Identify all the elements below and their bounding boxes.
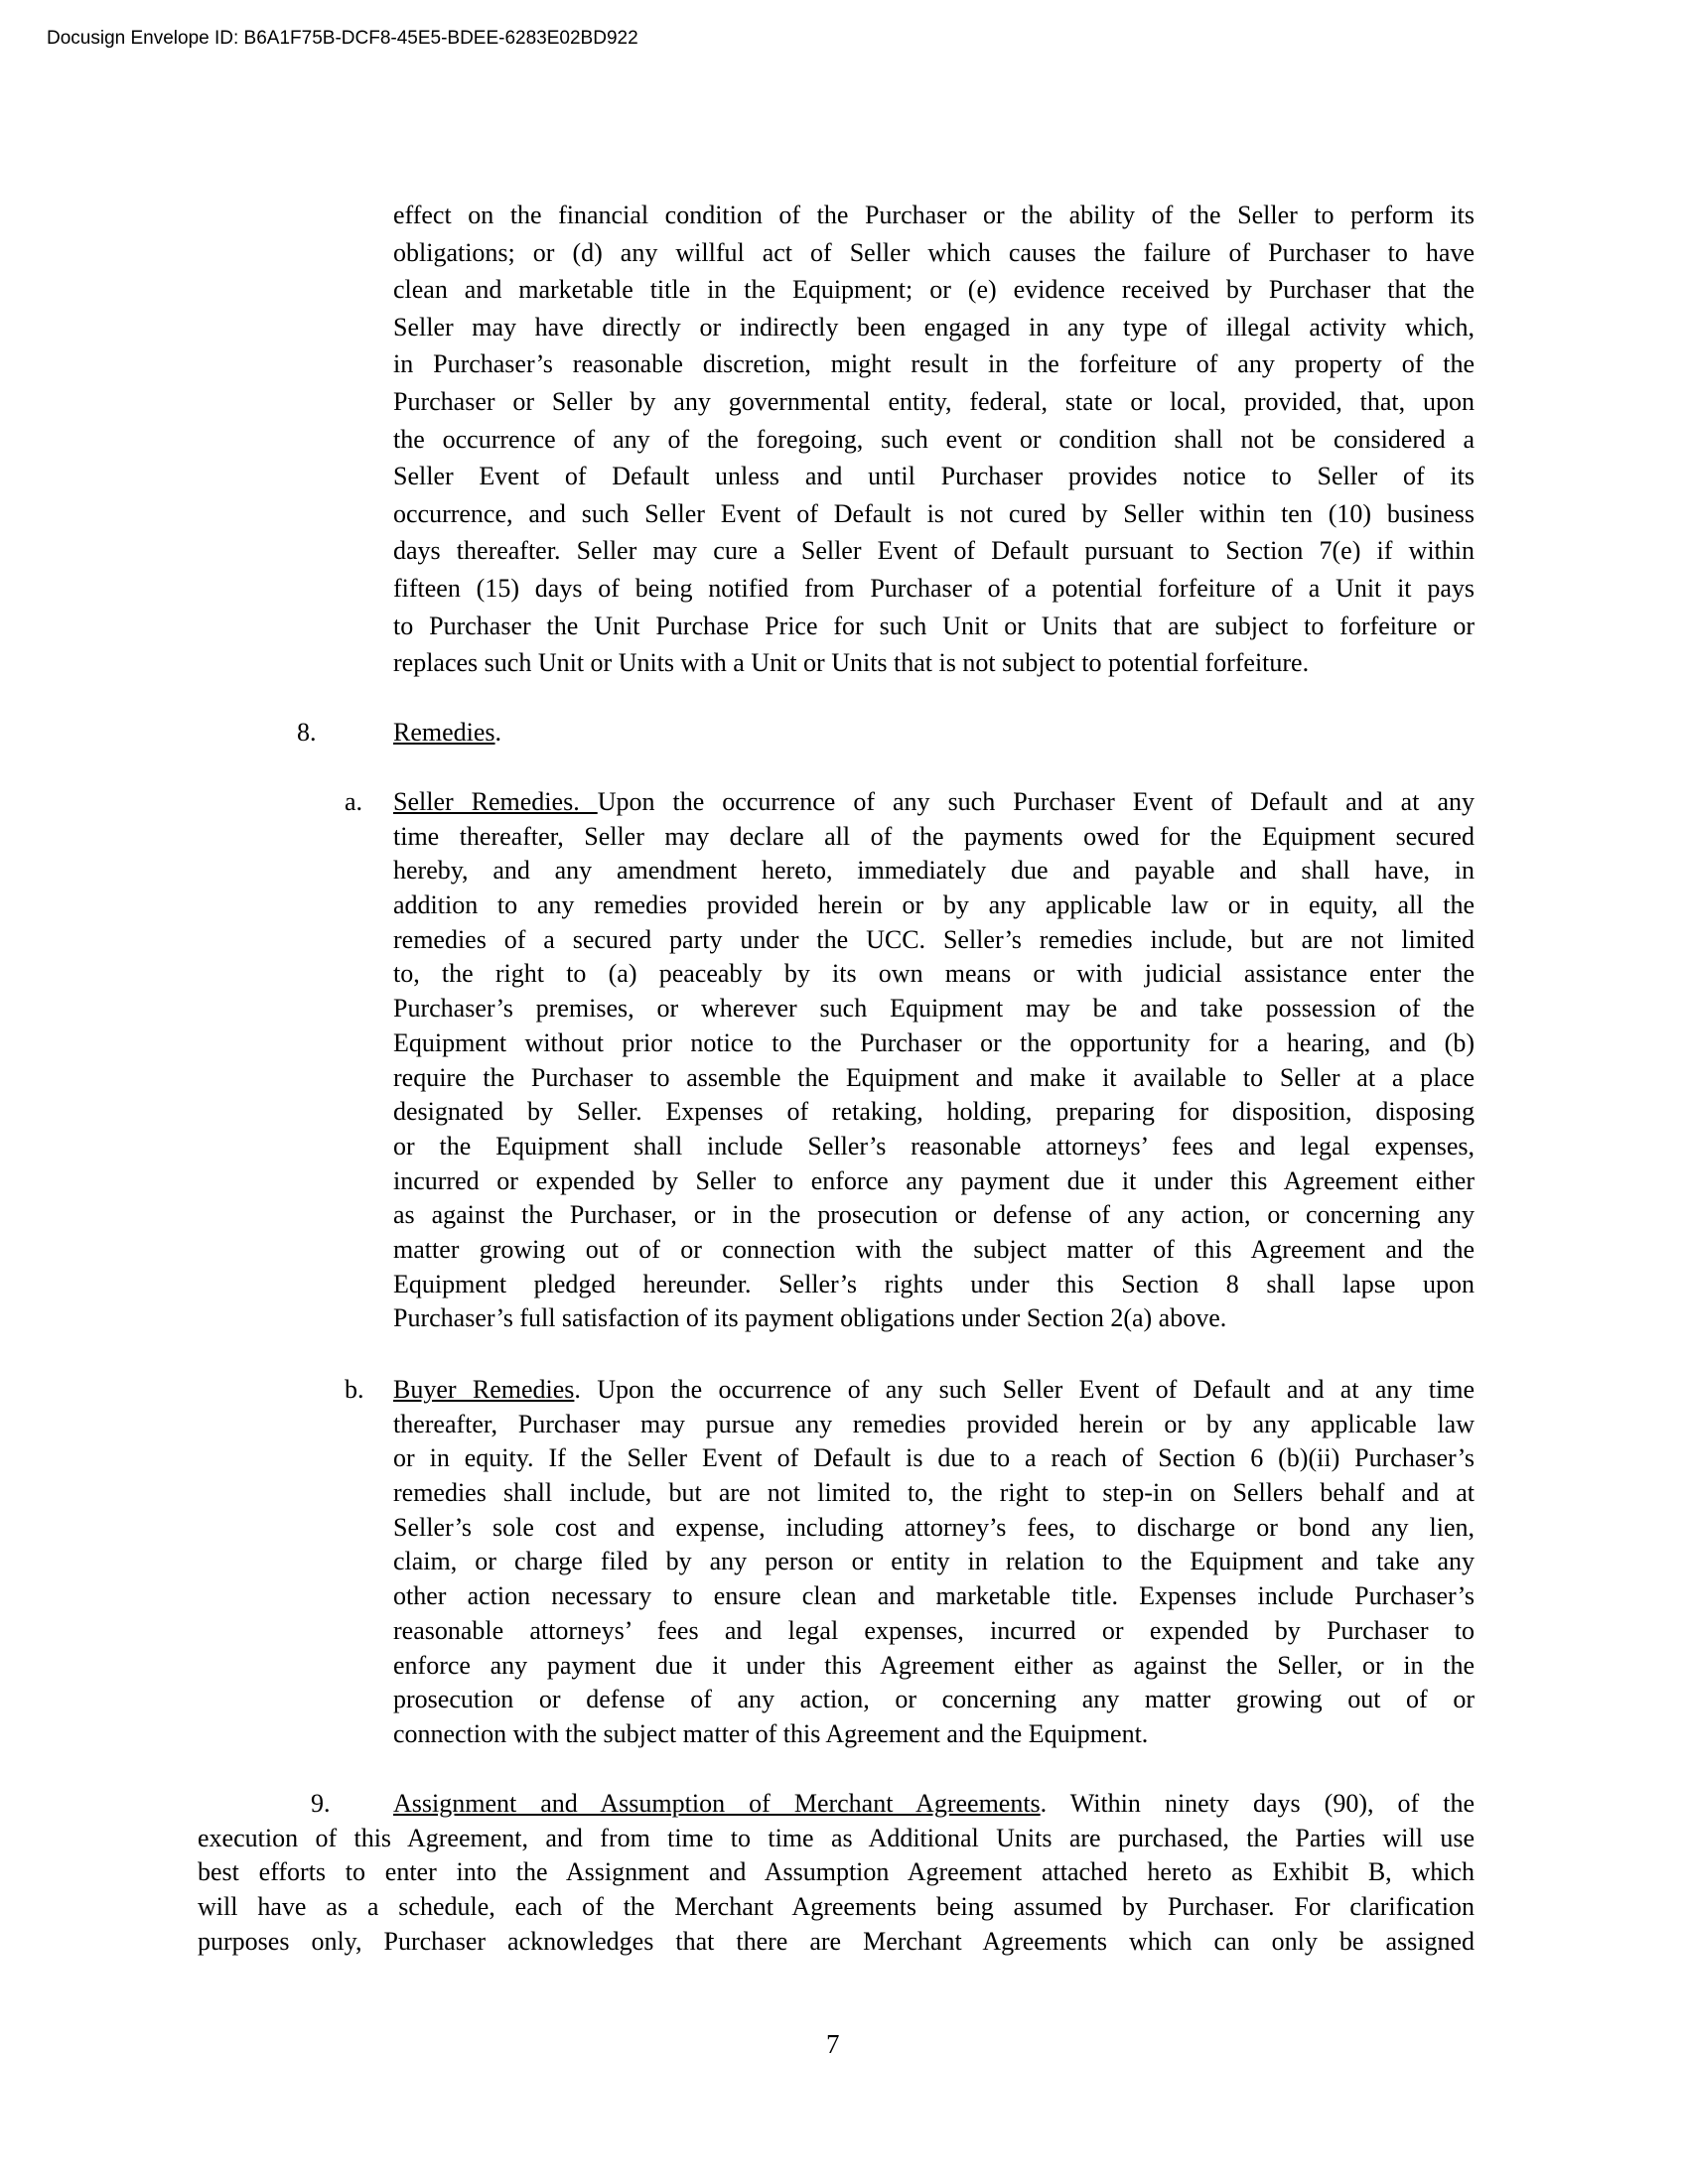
paragraph-line: the occurrence of any of the foregoing, such event or condition shall not be considered a [393, 424, 1475, 454]
buyer-remedies-paragraph [393, 1373, 1475, 1752]
envelope-id-header: Docusign Envelope ID: B6A1F75B-DCF8-45E5-BDEE-6283E02BD922 [47, 28, 638, 49]
paragraph-line: Seller Event of Default unless and until Purchaser provides notice to Seller of its [393, 462, 1475, 491]
paragraph-line: occurrence, and such Seller Event of Default is not cured by Seller within ten (10) business [393, 498, 1475, 528]
paragraph-line: enforce any payment due it under this Agreement either as against the Seller, or in the [393, 1650, 1475, 1680]
paragraph-line: Purchaser’s premises, or wherever such Equipment may be and take possession of the [393, 994, 1475, 1024]
paragraph-line: Equipment pledged hereunder. Seller’s rights under this Section 8 shall lapse upon [393, 1269, 1475, 1298]
section-9-paragraph [198, 1787, 1475, 1959]
subsection-a-label: a. [345, 787, 363, 816]
paragraph-line: days thereafter. Seller may cure a Seller Event of Default pursuant to Section 7(e) if within [393, 536, 1475, 566]
paragraph-line: obligations; or (d) any willful act of Seller which causes the failure of Purchaser to have [393, 237, 1475, 267]
line-text: Upon the occurrence of any such Purchaser Event of Default and at any [597, 787, 1475, 816]
paragraph-line: execution of this Agreement, and from time to time as Additional Units are purchased, the Parties will use [198, 1823, 1475, 1852]
paragraph-line: Purchaser’s full satisfaction of its payment obligations under Section 2(a) above. [393, 1303, 1227, 1333]
paragraph-line: to Purchaser the Unit Purchase Price for such Unit or Units that are subject to forfeiture or [393, 611, 1475, 640]
paragraph-line: matter growing out of or connection with the subject matter of this Agreement and the [393, 1234, 1475, 1264]
paragraph-line: designated by Seller. Expenses of retaking, holding, preparing for disposition, disposing [393, 1097, 1475, 1127]
paragraph-line: Seller’s sole cost and expense, including attorney’s fees, to discharge or bond any lien, [393, 1512, 1475, 1542]
paragraph-line [393, 1373, 1475, 1408]
paragraph-line: remedies shall include, but are not limited to, the right to step-in on Sellers behalf and at [393, 1478, 1475, 1508]
paragraph-line: require the Purchaser to assemble the Equipment and make it available to Seller at a place [393, 1062, 1475, 1092]
paragraph-line: in Purchaser’s reasonable discretion, might result in the forfeiture of any property of the [393, 349, 1475, 379]
seller-remedies-paragraph [393, 785, 1475, 1336]
paragraph-line: reasonable attorneys’ fees and legal expenses, incurred or expended by Purchaser to [393, 1615, 1475, 1645]
paragraph-line: thereafter, Purchaser may pursue any remedies provided herein or by any applicable law [393, 1409, 1475, 1438]
line-text: . Within ninety days (90), of the [1040, 1789, 1475, 1818]
paragraph-line: hereby, and any amendment hereto, immediately due and payable and shall have, in [393, 856, 1475, 886]
paragraph-line: connection with the subject matter of this Agreement and the Equipment. [393, 1718, 1149, 1748]
paragraph-line: remedies of a secured party under the UCC. Seller’s remedies include, but are not limited [393, 924, 1475, 954]
subsection-b-label: b. [345, 1375, 364, 1404]
paragraph-line: claim, or charge filed by any person or entity in relation to the Equipment and take any [393, 1547, 1475, 1576]
paragraph-line [393, 785, 1475, 820]
page-number: 7 [826, 2029, 840, 2059]
section-8-heading [393, 716, 501, 751]
paragraph-line: or the Equipment shall include Seller’s reasonable attorneys’ fees and legal expenses, [393, 1131, 1475, 1160]
paragraph-line: purposes only, Purchaser acknowledges that there are Merchant Agreements which can only be assigned [198, 1926, 1475, 1956]
buyer-remedies-heading: Buyer Remedies [393, 1375, 575, 1404]
paragraph-line: best efforts to enter into the Assignment and Assumption Agreement attached hereto as Exhibit B, which [198, 1857, 1475, 1887]
paragraph-line: fifteen (15) days of being notified from Purchaser of a potential forfeiture of a Unit it pays [393, 573, 1475, 603]
section-9-number: 9. [311, 1789, 331, 1818]
section-8-number: 8. [297, 718, 317, 747]
paragraph-line: replaces such Unit or Units with a Unit or Units that is not subject to potential forfeiture. [393, 648, 1310, 678]
paragraph-line: effect on the financial condition of the Purchaser or the ability of the Seller to perform its [393, 201, 1475, 229]
paragraph-line: other action necessary to ensure clean and marketable title. Expenses include Purchaser’s [393, 1581, 1475, 1611]
paragraph-line: incurred or expended by Seller to enforce any payment due it under this Agreement either [393, 1165, 1475, 1195]
paragraph-line: Equipment without prior notice to the Purchaser or the opportunity for a hearing, and (b) [393, 1027, 1475, 1057]
seller-remedies-heading: Seller Remedies. [393, 787, 598, 816]
paragraph-line: will have as a schedule, each of the Merchant Agreements being assumed by Purchaser. For clarification [198, 1892, 1475, 1922]
section-9-heading: Assignment and Assumption of Merchant Agreements [393, 1789, 1041, 1818]
line-text: . Upon the occurrence of any such Seller Event of Default and at any time [574, 1375, 1475, 1404]
paragraph-line: prosecution or defense of any action, or concerning any matter growing out of or [393, 1685, 1475, 1714]
paragraph-line: Seller may have directly or indirectly been engaged in any type of illegal activity which, [393, 312, 1475, 341]
paragraph-line: as against the Purchaser, or in the prosecution or defense of any action, or concerning any [393, 1200, 1475, 1230]
paragraph-line: or in equity. If the Seller Event of Default is due to a reach of Section 6 (b)(ii) Purchaser’s [393, 1443, 1475, 1473]
section-8-heading-text: Remedies [393, 718, 495, 747]
paragraph-line: clean and marketable title in the Equipment; or (e) evidence received by Purchaser that the [393, 275, 1475, 305]
paragraph-line: time thereafter, Seller may declare all of the payments owed for the Equipment secured [393, 821, 1475, 851]
paragraph-line [393, 1787, 1475, 1822]
continued-paragraph [393, 197, 1475, 682]
paragraph-line: addition to any remedies provided herein or by any applicable law or in equity, all the [393, 890, 1475, 920]
section-8-heading-suffix: . [494, 718, 502, 747]
paragraph-line: to, the right to (a) peaceably by its own means or with judicial assistance enter the [393, 959, 1475, 989]
paragraph-line: Purchaser or Seller by any governmental entity, federal, state or local, provided, that, upon [393, 386, 1475, 416]
